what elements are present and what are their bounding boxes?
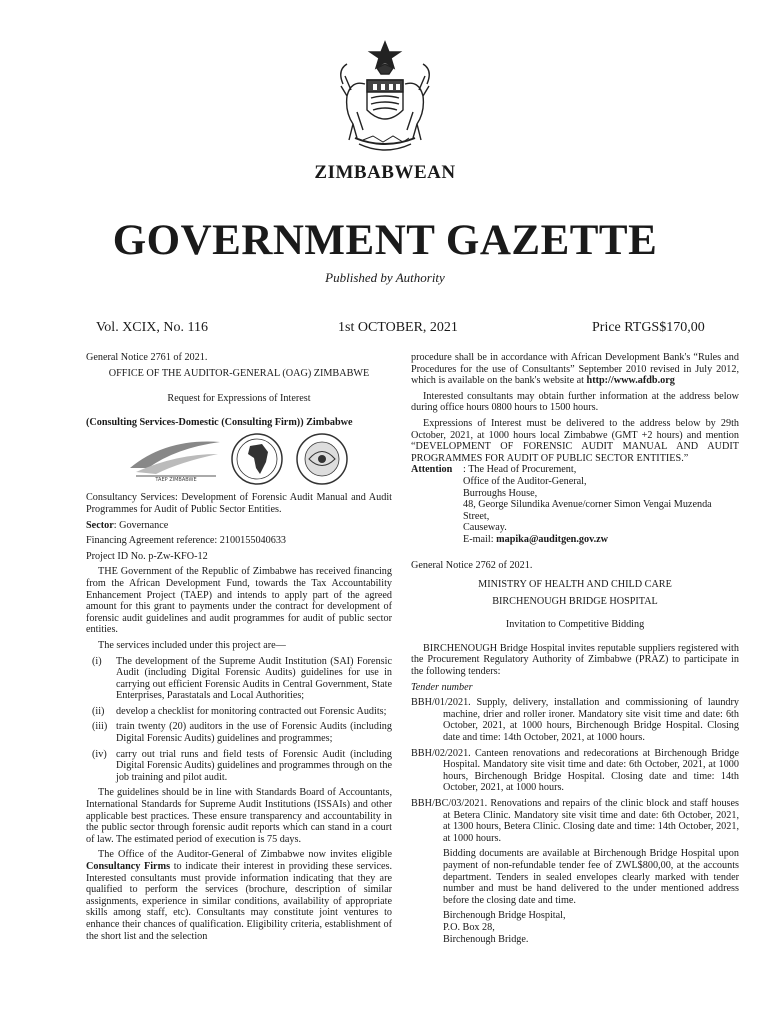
- email-link[interactable]: mapika@auditgen.gov.zw: [496, 533, 609, 545]
- sponsor-logos: [86, 432, 392, 486]
- service-item-text: develop a checklist for monitoring contracted out Forensic Audits;: [116, 705, 387, 717]
- service-item-text: carry out trial runs and field tests of Forensic Audit (including Digital Forensic Audits) guidelines and programmes through on the job training and pilot audit.: [116, 748, 392, 783]
- masthead-title: GOVERNMENT GAZETTE: [112, 217, 658, 264]
- invitation-text-a: The Office of the Auditor-General of Zimbabwe now invites eligible: [98, 849, 392, 861]
- service-item-number: (i): [92, 655, 102, 667]
- tender-item: BBH/01/2021. Supply, delivery, installation and commissioning of laundry machine, drier and roller ironer. Mandatory site visit time and date: 6th October, 2021, at 1000 hours, Birchenough Bridge Hospital. Closing date and time: 14th October, 2021, at 1000 hours.: [411, 697, 739, 744]
- tender-item: BBH/02/2021. Canteen renovations and redecorations at Birchenough Bridge Hospital. Mandatory site visit time and date: 6th October, 2021, at 1000 hours, Birchenough Bridge Hospital. Closing date and time: 14th October, 2021, at 1000 hours.: [411, 747, 739, 794]
- hospital-address-line: Birchenough Bridge.: [443, 933, 529, 945]
- hospital-heading: BIRCHENOUGH BRIDGE HOSPITAL: [492, 595, 658, 607]
- bidding-intro: BIRCHENOUGH Bridge Hospital invites reputable suppliers registered with the Procurement Regulatory Authority of Zimbabwe (PRAZ) to participate in the following tenders:: [411, 642, 739, 678]
- afdb-link[interactable]: http://www.afdb.org: [586, 375, 675, 387]
- services-intro: The services included under this project are—: [98, 639, 286, 651]
- paragraph-procedure: [411, 352, 739, 387]
- afdb-logo-icon: [226, 432, 288, 486]
- tender-item: BBH/BC/03/2021. Renovations and repairs of the clinic block and staff houses at Betera Clinic. Mandatory site visit time and date: 6th October, 2021, at 1300 hours, Betera Clinic. Closing date and time: 14th October, 2021, at 1000 hours.: [411, 798, 739, 844]
- right-column: [411, 352, 739, 945]
- hospital-address-line: P.O. Box 28,: [443, 921, 495, 933]
- auditor-general-logo-icon: [291, 432, 353, 486]
- attention-line: Office of the Auditor-General,: [463, 475, 587, 487]
- email-line: [463, 534, 739, 546]
- taep-logo-icon: [126, 432, 224, 482]
- service-item: [86, 656, 392, 702]
- sector-label: Sector: [86, 519, 114, 531]
- procedure-text: procedure shall be in accordance with African Development Bank's “Rules and Procedures for the use of Consultants” September 2010 revised in July 2012, which is available on the bank's website at: [411, 352, 739, 387]
- zimbabwe-coat-of-arms-icon: [333, 40, 437, 158]
- ministry-heading: MINISTRY OF HEALTH AND CHILD CARE: [478, 579, 672, 591]
- tender-number-heading: Tender number: [411, 681, 473, 693]
- paragraph-financing: THE Government of the Republic of Zimbabwe has received financing from the African Development Fund, towards the Tax Accountability Enhancement Project (TAEP) and intends to apply part of the agreed amount for this grant to payments under the contract for development of forensic audit guidelines and audit programmes for audit of public sector entities.: [86, 566, 392, 636]
- financing-reference: Financing Agreement reference: 2100155040633: [86, 535, 287, 547]
- hospital-address: [411, 910, 739, 945]
- attention-line: Causeway.: [463, 522, 507, 534]
- left-column: [86, 352, 392, 946]
- service-item-number: (iii): [92, 721, 108, 733]
- bidding-documents: Bidding documents are available at Birchenough Bridge Hospital upon payment of non-refundable tender fee of ZWL$800,00, at the accounts department. Tenders in sealed envelopes clearly marked with tender number and must be hand delivered to the under mentioned address before the closing date and time.: [443, 848, 739, 906]
- attention-label: Attention: [411, 464, 453, 476]
- service-item: [86, 721, 392, 744]
- notice-number: General Notice 2761 of 2021.: [86, 352, 208, 363]
- issue-price: Price RTGS$170,00: [592, 320, 705, 335]
- service-item: [86, 749, 392, 784]
- masthead-subtitle: ZIMBABWEAN: [314, 162, 456, 183]
- invitation-heading: Invitation to Competitive Bidding: [505, 619, 645, 631]
- service-item-number: (ii): [92, 705, 105, 717]
- service-item-number: (iv): [92, 748, 107, 760]
- consultancy-description: Consultancy Services: Development of Forensic Audit Manual and Audit Programmes for Audit of Public Sector Entities.: [86, 492, 392, 515]
- issue-date: 1st OCTOBER, 2021: [338, 320, 458, 335]
- paragraph-invitation: [86, 849, 392, 942]
- invitation-text-b: to indicate their interest in providing these services. Interested consultants must provide information indicating that they are qualified to perform the services (brochure, description of similar assignments, experience in similar conditions, availability of appropriate skills among staff, etc). Consultants may constitute joint ventures to enhance their chances of qualification. Eligibility criteria, establishment of the short list and the selection: [86, 861, 393, 942]
- attention-address: [411, 464, 739, 545]
- notice-office: OFFICE OF THE AUDITOR-GENERAL (OAG) ZIMBABWE: [108, 367, 370, 379]
- issue-volume: Vol. XCIX, No. 116: [96, 320, 209, 335]
- service-item: [86, 706, 392, 718]
- attention-line: Burroughs House,: [463, 487, 538, 499]
- attention-line: 48, George Silundika Avenue/corner Simon Vengai Muzenda Street,: [463, 499, 712, 522]
- service-item-text: train twenty (20) auditors in the use of Forensic Audits (including Digital Forensic Audits) guidelines and programmes;: [116, 721, 392, 745]
- notice-number: General Notice 2762 of 2021.: [411, 559, 533, 571]
- notice-services-title: (Consulting Services-Domestic (Consulting Firm)) Zimbabwe: [86, 416, 353, 428]
- invitation-bold: Consultancy Firms: [86, 861, 171, 872]
- project-id: Project ID No. p-Zw-KFO-12: [86, 550, 208, 562]
- sector-value: : Governance: [113, 519, 169, 531]
- service-item-text: The development of the Supreme Audit Institution (SAI) Forensic Audit (including Digital Forensic Audits) guidelines for use in carrying out efficient Forensic Audits in Central Government, State Enterprises, Parastatals and Local Authorities;: [116, 655, 392, 702]
- attention-line: : The Head of Procurement,: [463, 464, 577, 476]
- svg-text:TAEP ZIMBABWE: TAEP ZIMBABWE: [155, 477, 197, 483]
- paragraph-delivery: Expressions of Interest must be delivered to the address below by 29th October, 2021, at 1000 hours local Zimbabwe (GMT +2 hours) and mention “DEVELOPMENT OF FORENSIC AUDIT MANUAL AND AUDIT PROGRAMMES FOR AUDIT OF PUBLIC SECTOR ENTITIES.”: [411, 417, 739, 464]
- paragraph-guidelines: The guidelines should be in line with Standards Board of Accountants, International Standards for Supreme Audit Institutions (ISSAIs) and other applicable best practices. These ensure transparency and accountability in the public sector through forensic audit reports which can stand in a court of law. The estimated period of execution is 75 days.: [86, 787, 392, 845]
- published-by-authority: Published by Authority: [325, 270, 445, 285]
- paragraph-further-info: Interested consultants may obtain further information at the address below during office hours 0800 hours to 1500 hours.: [411, 390, 739, 414]
- sector-line: [86, 520, 392, 532]
- hospital-address-line: Birchenough Bridge Hospital,: [443, 910, 566, 922]
- email-label: E-mail:: [463, 533, 497, 545]
- attention-lines: [463, 464, 739, 545]
- notice-request-heading: Request for Expressions of Interest: [167, 393, 311, 405]
